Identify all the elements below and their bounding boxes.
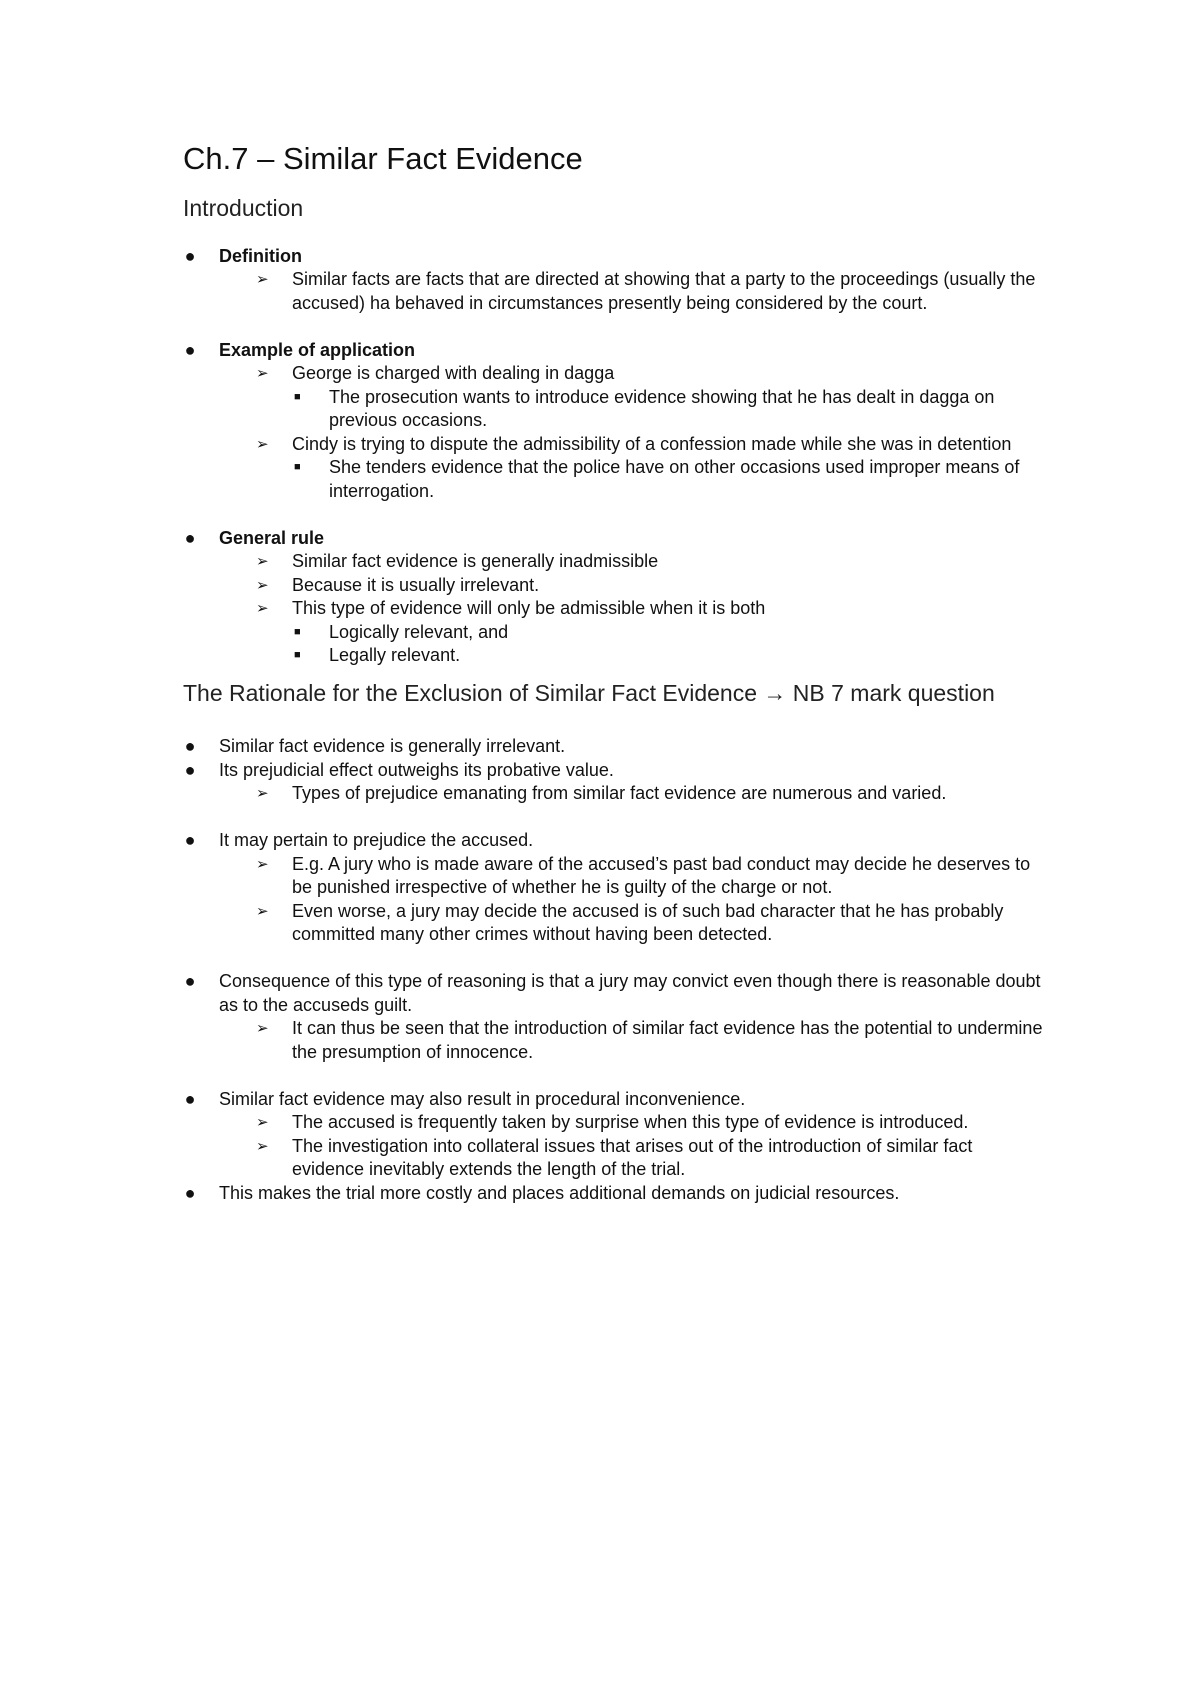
list-item-definition	[183, 245, 1043, 269]
list-subitem: ➢ George is charged with dealing in dagga	[183, 362, 1043, 386]
arrowhead-bullet-icon: ➢	[256, 271, 269, 289]
arrowhead-bullet-icon: ➢	[256, 576, 269, 594]
square-bullet-icon: ■	[294, 461, 301, 474]
list-subitem: ➢ The investigation into collateral issues that arises out of the introduction of similar fact evidence inevitably extends the length of the trial.	[256, 1135, 973, 1180]
list-item: ● Consequence of this type of reasoning is that a jury may convict even though there is reasonable doubt as to the accuseds guilt.	[184, 971, 1041, 1015]
bullet-dot-icon: ●	[184, 736, 196, 757]
list-subsubitem: ■ Legally relevant.	[183, 644, 1043, 668]
list-subitem: ➢ Even worse, a jury may decide the accused is of such bad character that he has probably committed many other crimes without having been detected.	[256, 900, 1004, 945]
page-title: Ch.7 – Similar Fact Evidence	[183, 141, 583, 176]
bullet-dot-icon: ●	[184, 245, 196, 266]
list-subitem: ➢ E.g. A jury who is made aware of the accused’s past bad conduct may decide he deserves to be punished irrespective of whether he is guilty of the charge or not.	[256, 853, 1031, 898]
right-arrow-icon: →	[763, 679, 787, 706]
list-subitem: ➢ Similar facts are facts that are directed at showing that a party to the proceedings (usually the accused) ha behaved in circumstances presently being considered by the court.	[256, 269, 1036, 313]
arrowhead-bullet-icon: ➢	[256, 365, 269, 383]
list-item: ● Similar fact evidence may also result in procedural inconvenience.	[183, 1088, 1043, 1112]
arrowhead-bullet-icon: ➢	[256, 435, 269, 453]
arrowhead-bullet-icon: ➢	[256, 1137, 269, 1155]
list-subsubitem: ■ Logically relevant, and	[183, 621, 1043, 645]
square-bullet-icon: ■	[294, 649, 301, 662]
list-subitem: ➢ It can thus be seen that the introduction of similar fact evidence has the potential to undermine the presumption of innocence.	[256, 1018, 1043, 1062]
list-subitem: ➢ Cindy is trying to dispute the admissibility of a confession made while she was in detention	[183, 433, 1043, 457]
bullet-dot-icon: ●	[184, 339, 196, 360]
list-item: ● It may pertain to prejudice the accused.	[183, 829, 1043, 853]
arrowhead-bullet-icon: ➢	[256, 1020, 269, 1038]
document-page	[183, 140, 1043, 1205]
list-subsubitem: ■ The prosecution wants to introduce evidence showing that he has dealt in dagga on previous occasions.	[294, 386, 995, 431]
bullet-dot-icon: ●	[184, 759, 196, 780]
arrowhead-bullet-icon: ➢	[256, 855, 269, 873]
bullet-dot-icon: ●	[184, 830, 196, 851]
list-item-general-rule	[183, 527, 1043, 551]
list-item: ● Its prejudicial effect outweighs its probative value.	[183, 759, 1043, 783]
square-bullet-icon: ■	[294, 390, 301, 403]
list-item: ● Similar fact evidence is generally irrelevant.	[183, 735, 1043, 759]
list-subitem: ➢ The accused is frequently taken by surprise when this type of evidence is introduced.	[183, 1111, 1043, 1135]
section-heading-introduction: Introduction	[183, 195, 304, 222]
bullet-dot-icon: ●	[184, 1088, 196, 1109]
bullet-dot-icon: ●	[184, 971, 196, 992]
definition-label: Definition	[219, 245, 302, 266]
list-subitem: ➢ Similar fact evidence is generally inadmissible	[183, 550, 1043, 574]
list-item-example	[183, 339, 1043, 363]
square-bullet-icon: ■	[294, 625, 301, 638]
arrowhead-bullet-icon: ➢	[256, 1114, 269, 1132]
general-rule-label: General rule	[219, 527, 325, 548]
arrowhead-bullet-icon: ➢	[256, 600, 269, 618]
list-subitem: ➢ This type of evidence will only be admissible when it is both	[183, 597, 1043, 621]
arrowhead-bullet-icon: ➢	[256, 553, 269, 571]
list-item: ● This makes the trial more costly and places additional demands on judicial resources.	[183, 1182, 1043, 1206]
list-subsubitem: ■ She tenders evidence that the police have on other occasions used improper means of interrogation.	[294, 457, 1020, 501]
section-heading-rationale: The Rationale for the Exclusion of Similar Fact Evidence → NB 7 mark question	[183, 679, 995, 706]
arrowhead-bullet-icon: ➢	[256, 785, 269, 803]
list-subitem: ➢ Because it is usually irrelevant.	[183, 574, 1043, 598]
list-subitem: ➢ Types of prejudice emanating from similar fact evidence are numerous and varied.	[183, 782, 1043, 806]
bullet-dot-icon: ●	[184, 1182, 196, 1203]
arrowhead-bullet-icon: ➢	[256, 902, 269, 920]
bullet-dot-icon: ●	[184, 527, 196, 548]
example-label: Example of application	[219, 339, 416, 360]
